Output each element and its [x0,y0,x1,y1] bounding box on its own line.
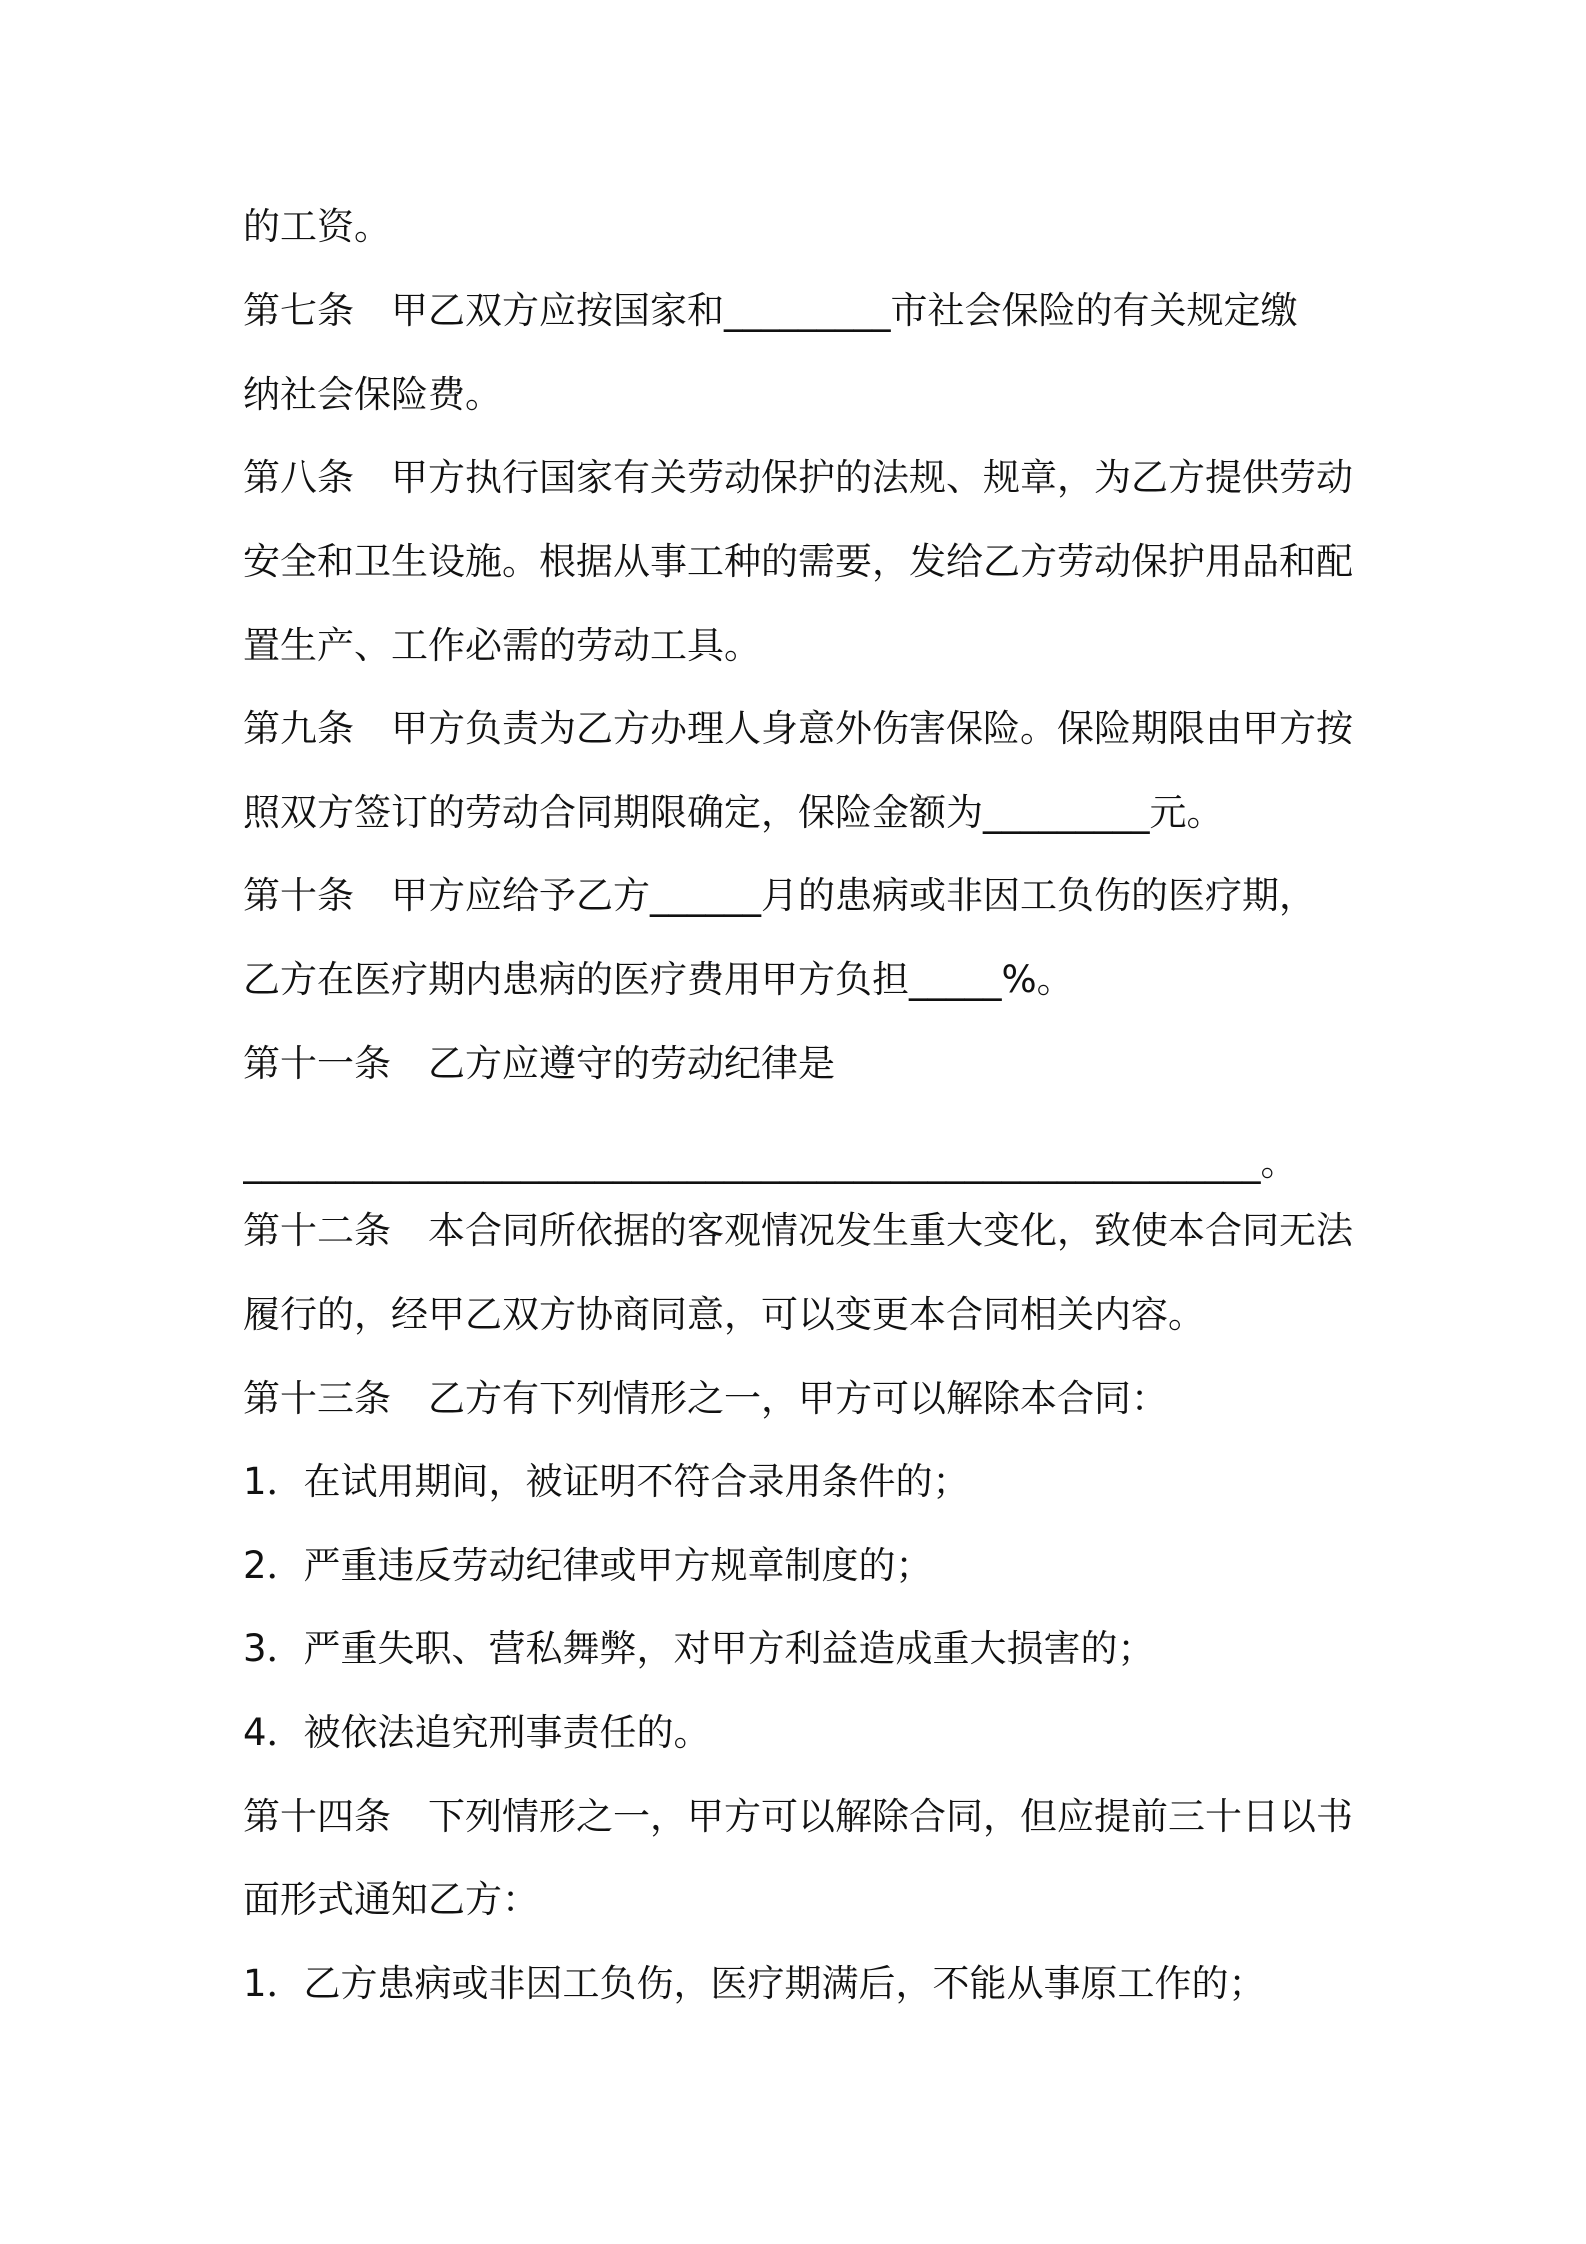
text-line: 3．严重失职、营私舞弊，对甲方利益造成重大损害的； [243,1627,1155,1670]
text-line: 乙方在医疗期内患病的医疗费用甲方负担_____%。 [243,958,1074,1001]
text-line: 置生产、工作必需的劳动工具。 [243,624,761,667]
text-line: 纳社会保险费。 [243,373,502,416]
text-line: 4．被依法追究刑事责任的。 [243,1711,711,1754]
text-line: 履行的，经甲乙双方协商同意，可以变更本合同相关内容。 [243,1293,1205,1336]
text-line: 第七条 甲乙双方应按国家和_________市社会保险的有关规定缴 [243,289,1298,332]
text-line: 面形式通知乙方： [243,1878,539,1921]
text-line: 1．乙方患病或非因工负伤，医疗期满后，不能从事原工作的； [243,1962,1266,2005]
text-line: 第九条 甲方负责为乙方办理人身意外伤害保险。保险期限由甲方按 [243,707,1353,750]
text-line: 照双方签订的劳动合同期限确定，保险金额为_________元。 [243,791,1224,834]
text-line: 第十四条 下列情形之一，甲方可以解除合同，但应提前三十日以书 [243,1795,1353,1838]
text-line: _______________________________________________________。 [243,1141,1298,1184]
text-line: 2．严重违反劳动纪律或甲方规章制度的； [243,1544,933,1587]
text-line: 第八条 甲方执行国家有关劳动保护的法规、规章，为乙方提供劳动 [243,456,1353,499]
text-line: 的工资。 [243,205,391,248]
text-line: 第十三条 乙方有下列情形之一，甲方可以解除本合同： [243,1377,1168,1420]
text-line: 1．在试用期间，被证明不符合录用条件的； [243,1460,970,1503]
text-line: 第十条 甲方应给予乙方______月的患病或非因工负伤的医疗期， [243,874,1316,917]
text-line: 第十一条 乙方应遵守的劳动纪律是 [243,1042,835,1085]
text-line: 第十二条 本合同所依据的客观情况发生重大变化，致使本合同无法 [243,1209,1353,1252]
text-line: 安全和卫生设施。根据从事工种的需要，发给乙方劳动保护用品和配 [243,540,1353,583]
